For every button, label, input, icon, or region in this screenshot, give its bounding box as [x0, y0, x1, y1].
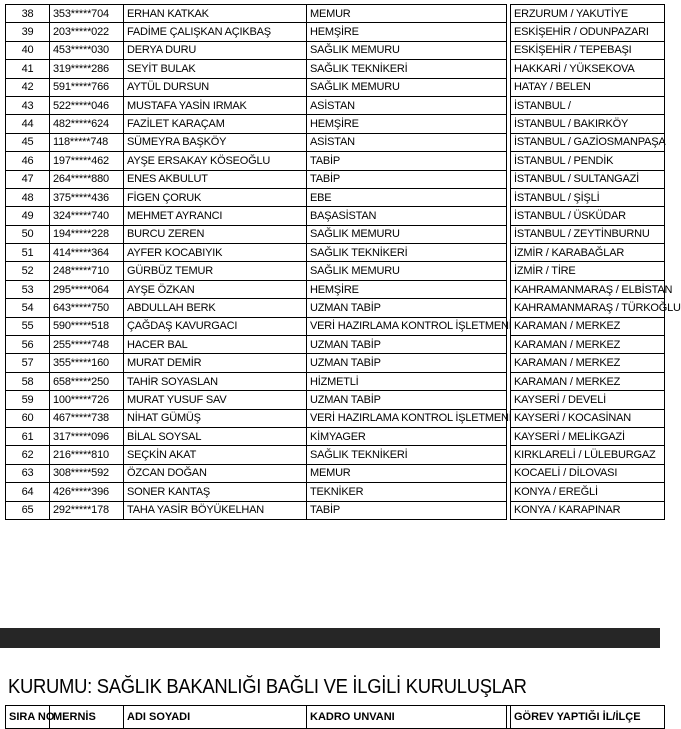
- row-sira-no: 62: [6, 446, 50, 464]
- row-adi-soyadi: SEÇKİN AKAT: [124, 446, 307, 464]
- row-adi-soyadi: AYTÜL DURSUN: [124, 78, 307, 96]
- row-sira-no: 64: [6, 483, 50, 501]
- row-mernis: 414*****364: [50, 244, 124, 262]
- row-kadro-unvani: SAĞLIK MEMURU: [307, 225, 507, 243]
- row-adi-soyadi: AYŞE ERSAKAY KÖSEOĞLU: [124, 152, 307, 170]
- row-adi-soyadi: ERHAN KATKAK: [124, 5, 307, 23]
- table-row: [6, 280, 665, 298]
- row-gorev-yeri: ESKİŞEHİR / TEPEBAŞI: [511, 41, 665, 59]
- row-gorev-yeri: KIRKLARELİ / LÜLEBURGAZ: [511, 446, 665, 464]
- row-adi-soyadi: GÜRBÜZ TEMUR: [124, 262, 307, 280]
- table-row: [6, 464, 665, 482]
- table-row: [6, 427, 665, 445]
- row-mernis: 482*****624: [50, 115, 124, 133]
- row-sira-no: 44: [6, 115, 50, 133]
- row-mernis: 590*****518: [50, 317, 124, 335]
- row-sira-no: 51: [6, 244, 50, 262]
- row-mernis: 100*****726: [50, 391, 124, 409]
- row-gorev-yeri: İSTANBUL / BAKIRKÖY: [511, 115, 665, 133]
- header-adi-soyadi: ADI SOYADI: [124, 706, 307, 729]
- row-kadro-unvani: VERİ HAZIRLAMA KONTROL İŞLETMENİ: [307, 409, 507, 427]
- row-gorev-yeri: İSTANBUL / PENDİK: [511, 152, 665, 170]
- row-adi-soyadi: SEYİT BULAK: [124, 60, 307, 78]
- row-sira-no: 54: [6, 299, 50, 317]
- row-mernis: 216*****810: [50, 446, 124, 464]
- table-row: [6, 336, 665, 354]
- table-row: [6, 446, 665, 464]
- row-mernis: 453*****030: [50, 41, 124, 59]
- row-kadro-unvani: ASİSTAN: [307, 96, 507, 114]
- row-sira-no: 43: [6, 96, 50, 114]
- row-sira-no: 39: [6, 23, 50, 41]
- row-kadro-unvani: BAŞASİSTAN: [307, 207, 507, 225]
- row-kadro-unvani: EBE: [307, 188, 507, 206]
- row-adi-soyadi: BURCU ZEREN: [124, 225, 307, 243]
- page-separator-band: [0, 628, 660, 648]
- row-kadro-unvani: MEMUR: [307, 464, 507, 482]
- row-mernis: 426*****396: [50, 483, 124, 501]
- row-kadro-unvani: HEMŞİRE: [307, 115, 507, 133]
- row-mernis: 319*****286: [50, 60, 124, 78]
- table-row: [6, 409, 665, 427]
- table-row: [6, 133, 665, 151]
- table-row: [6, 41, 665, 59]
- row-kadro-unvani: MEMUR: [307, 5, 507, 23]
- row-kadro-unvani: KİMYAGER: [307, 427, 507, 445]
- row-mernis: 203*****022: [50, 23, 124, 41]
- row-gorev-yeri: KARAMAN / MERKEZ: [511, 354, 665, 372]
- row-gorev-yeri: KAYSERİ / DEVELİ: [511, 391, 665, 409]
- row-mernis: 355*****160: [50, 354, 124, 372]
- row-gorev-yeri: İZMİR / TİRE: [511, 262, 665, 280]
- row-kadro-unvani: SAĞLIK MEMURU: [307, 78, 507, 96]
- row-gorev-yeri: ESKİŞEHİR / ODUNPAZARI: [511, 23, 665, 41]
- header-sira-no: SIRA NO: [6, 706, 50, 729]
- row-sira-no: 48: [6, 188, 50, 206]
- row-gorev-yeri: İSTANBUL / ŞİŞLİ: [511, 188, 665, 206]
- row-mernis: 375*****436: [50, 188, 124, 206]
- row-sira-no: 47: [6, 170, 50, 188]
- row-kadro-unvani: HİZMETLİ: [307, 372, 507, 390]
- table-row: [6, 299, 665, 317]
- row-gorev-yeri: İSTANBUL / ZEYTİNBURNU: [511, 225, 665, 243]
- row-gorev-yeri: KOCAELİ / DİLOVASI: [511, 464, 665, 482]
- table-row: [6, 372, 665, 390]
- row-gorev-yeri: KARAMAN / MERKEZ: [511, 336, 665, 354]
- row-adi-soyadi: MURAT YUSUF SAV: [124, 391, 307, 409]
- row-gorev-yeri: İSTANBUL /: [511, 96, 665, 114]
- table-row: [6, 501, 665, 519]
- section-title: KURUMU: SAĞLIK BAKANLIĞI BAĞLI VE İLGİLİ KURULUŞLAR: [8, 676, 527, 698]
- row-mernis: 248*****710: [50, 262, 124, 280]
- row-sira-no: 63: [6, 464, 50, 482]
- row-kadro-unvani: SAĞLIK TEKNİKERİ: [307, 60, 507, 78]
- row-sira-no: 41: [6, 60, 50, 78]
- row-kadro-unvani: UZMAN TABİP: [307, 391, 507, 409]
- row-kadro-unvani: UZMAN TABİP: [307, 336, 507, 354]
- row-kadro-unvani: UZMAN TABİP: [307, 354, 507, 372]
- row-mernis: 317*****096: [50, 427, 124, 445]
- row-adi-soyadi: TAHİR SOYASLAN: [124, 372, 307, 390]
- row-kadro-unvani: UZMAN TABİP: [307, 299, 507, 317]
- row-gorev-yeri: KARAMAN / MERKEZ: [511, 317, 665, 335]
- row-adi-soyadi: FADİME ÇALIŞKAN AÇIKBAŞ: [124, 23, 307, 41]
- table-row: [6, 244, 665, 262]
- table-row: [6, 96, 665, 114]
- row-adi-soyadi: HACER BAL: [124, 336, 307, 354]
- row-gorev-yeri: İSTANBUL / ÜSKÜDAR: [511, 207, 665, 225]
- table-row: [6, 317, 665, 335]
- row-kadro-unvani: HEMŞİRE: [307, 23, 507, 41]
- table-header: [5, 705, 665, 729]
- header-gorev-yeri: GÖREV YAPTIĞI İL/İLÇE: [511, 706, 665, 729]
- row-mernis: 643*****750: [50, 299, 124, 317]
- row-adi-soyadi: DERYA DURU: [124, 41, 307, 59]
- table-row: [6, 391, 665, 409]
- row-mernis: 118*****748: [50, 133, 124, 151]
- row-mernis: 292*****178: [50, 501, 124, 519]
- personnel-table-body: [6, 5, 681, 520]
- row-kadro-unvani: TEKNİKER: [307, 483, 507, 501]
- row-kadro-unvani: TABİP: [307, 501, 507, 519]
- row-adi-soyadi: MEHMET AYRANCI: [124, 207, 307, 225]
- row-adi-soyadi: ENES AKBULUT: [124, 170, 307, 188]
- row-sira-no: 58: [6, 372, 50, 390]
- table-row: [6, 225, 665, 243]
- row-adi-soyadi: MURAT DEMİR: [124, 354, 307, 372]
- row-mernis: 264*****880: [50, 170, 124, 188]
- row-gorev-yeri: KONYA / EREĞLİ: [511, 483, 665, 501]
- table-row: [6, 152, 665, 170]
- table-row: [6, 60, 665, 78]
- row-gorev-yeri: KAHRAMANMARAŞ / ELBİSTAN: [511, 280, 665, 298]
- row-gorev-yeri: KONYA / KARAPINAR: [511, 501, 665, 519]
- row-adi-soyadi: ABDULLAH BERK: [124, 299, 307, 317]
- row-sira-no: 60: [6, 409, 50, 427]
- row-kadro-unvani: SAĞLIK TEKNİKERİ: [307, 446, 507, 464]
- row-mernis: 522*****046: [50, 96, 124, 114]
- row-sira-no: 59: [6, 391, 50, 409]
- table-row: [6, 23, 665, 41]
- row-sira-no: 45: [6, 133, 50, 151]
- row-sira-no: 49: [6, 207, 50, 225]
- table-row: [6, 5, 665, 23]
- row-adi-soyadi: SÜMEYRA BAŞKÖY: [124, 133, 307, 151]
- header-mernis: MERNİS: [50, 706, 124, 729]
- row-gorev-yeri: İSTANBUL / SULTANGAZİ: [511, 170, 665, 188]
- row-sira-no: 65: [6, 501, 50, 519]
- row-sira-no: 46: [6, 152, 50, 170]
- row-kadro-unvani: VERİ HAZIRLAMA KONTROL İŞLETMENİ: [307, 317, 507, 335]
- row-adi-soyadi: ÇAĞDAŞ KAVURGACI: [124, 317, 307, 335]
- row-mernis: 591*****766: [50, 78, 124, 96]
- row-sira-no: 52: [6, 262, 50, 280]
- header-row: [6, 706, 665, 729]
- row-gorev-yeri: ERZURUM / YAKUTİYE: [511, 5, 665, 23]
- row-sira-no: 42: [6, 78, 50, 96]
- row-gorev-yeri: KAHRAMANMARAŞ / TÜRKOĞLU: [511, 299, 665, 317]
- row-adi-soyadi: SONER KANTAŞ: [124, 483, 307, 501]
- personnel-table: [5, 4, 681, 520]
- row-adi-soyadi: MUSTAFA YASİN IRMAK: [124, 96, 307, 114]
- row-adi-soyadi: NİHAT GÜMÜŞ: [124, 409, 307, 427]
- row-kadro-unvani: SAĞLIK MEMURU: [307, 262, 507, 280]
- table-row: [6, 188, 665, 206]
- row-mernis: 658*****250: [50, 372, 124, 390]
- table-row: [6, 483, 665, 501]
- row-gorev-yeri: HAKKARİ / YÜKSEKOVA: [511, 60, 665, 78]
- header-kadro-unvani: KADRO UNVANI: [307, 706, 507, 729]
- row-adi-soyadi: TAHA YASİR BÖYÜKELHAN: [124, 501, 307, 519]
- row-sira-no: 55: [6, 317, 50, 335]
- row-adi-soyadi: AYFER KOCABIYIK: [124, 244, 307, 262]
- row-kadro-unvani: SAĞLIK TEKNİKERİ: [307, 244, 507, 262]
- row-kadro-unvani: SAĞLIK MEMURU: [307, 41, 507, 59]
- table-row: [6, 78, 665, 96]
- row-mernis: 353*****704: [50, 5, 124, 23]
- row-sira-no: 40: [6, 41, 50, 59]
- row-mernis: 308*****592: [50, 464, 124, 482]
- row-adi-soyadi: ÖZCAN DOĞAN: [124, 464, 307, 482]
- row-sira-no: 50: [6, 225, 50, 243]
- row-adi-soyadi: FAZİLET KARAÇAM: [124, 115, 307, 133]
- row-gorev-yeri: KARAMAN / MERKEZ: [511, 372, 665, 390]
- table-row: [6, 115, 665, 133]
- row-adi-soyadi: AYŞE ÖZKAN: [124, 280, 307, 298]
- row-mernis: 467*****738: [50, 409, 124, 427]
- table-row: [6, 207, 665, 225]
- row-gorev-yeri: HATAY / BELEN: [511, 78, 665, 96]
- row-mernis: 295*****064: [50, 280, 124, 298]
- row-mernis: 197*****462: [50, 152, 124, 170]
- row-kadro-unvani: HEMŞİRE: [307, 280, 507, 298]
- table-row: [6, 354, 665, 372]
- row-mernis: 194*****228: [50, 225, 124, 243]
- row-gorev-yeri: KAYSERİ / KOCASİNAN: [511, 409, 665, 427]
- row-kadro-unvani: TABİP: [307, 152, 507, 170]
- row-sira-no: 56: [6, 336, 50, 354]
- row-mernis: 324*****740: [50, 207, 124, 225]
- row-sira-no: 53: [6, 280, 50, 298]
- row-kadro-unvani: ASİSTAN: [307, 133, 507, 151]
- row-adi-soyadi: BİLAL SOYSAL: [124, 427, 307, 445]
- table-row: [6, 262, 665, 280]
- row-adi-soyadi: FİGEN ÇORUK: [124, 188, 307, 206]
- row-sira-no: 57: [6, 354, 50, 372]
- row-sira-no: 61: [6, 427, 50, 445]
- row-gorev-yeri: İSTANBUL / GAZİOSMANPAŞA: [511, 133, 665, 151]
- table-row: [6, 170, 665, 188]
- row-gorev-yeri: İZMİR / KARABAĞLAR: [511, 244, 665, 262]
- row-mernis: 255*****748: [50, 336, 124, 354]
- row-kadro-unvani: TABİP: [307, 170, 507, 188]
- row-gorev-yeri: KAYSERİ / MELİKGAZİ: [511, 427, 665, 445]
- row-sira-no: 38: [6, 5, 50, 23]
